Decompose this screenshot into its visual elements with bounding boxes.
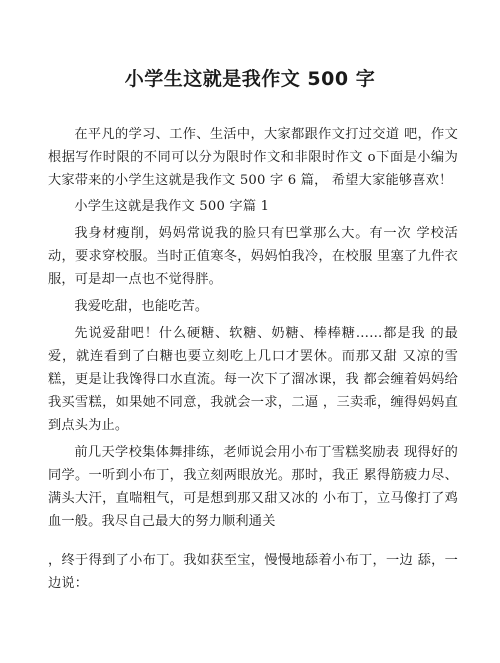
body-paragraph: 我身材瘦削，妈妈常说我的脸只有巴掌那么大。有一次 学校活动，要求穿校服。当时正值寒冬，妈妈怕我冷，在校服 里塞了九件衣服，可是却一点也不觉得胖。 — [48, 226, 458, 287]
body-paragraph: 先说爱甜吧！什么硬糖、软糖、奶糖、棒棒糖……都是我 的最爱，就连看到了白糖也要立刻吃上几口才罢休。而那又甜 又凉的雪糕，更是让我馋得口水直流。每一次下了溜冰课，我 都会缠着妈妈给我买雪糕，如果她不同意，我就会一求，二逼 ，三卖乖，缠得妈妈直到点头为止。 — [48, 326, 458, 433]
document-body — [48, 123, 458, 595]
document-title: 小学生这就是我作文 500 字 — [124, 68, 376, 90]
intro-paragraph: 在平凡的学习、工作、生活中，大家都跟作文打过交道 吧，作文根据写作时限的不同可以分为限时作文和非限时作文 o下面是小编为大家带来的小学生这就是我作文 500 字 6 篇， 希望大家能够喜欢！ — [48, 127, 458, 188]
body-paragraph: 前几天学校集体舞排练，老师说会用小布丁雪糕奖励表 现得好的同学。一听到小布丁，我立刻两眼放光。那时，我正 累得筋疲力尽、满头大汗，直喘粗气，可是想到那又甜又冰的 小布丁，立马像打了鸡血一般。我尽自己最大的努力顺利通关 — [48, 445, 458, 529]
body-paragraph: ，终于得到了小布丁。我如获至宝，慢慢地舔着小布丁，一边 舔，一边说： — [48, 553, 458, 591]
section-heading: 小学生这就是我作文 500 字篇 1 — [74, 199, 270, 214]
body-paragraph: 我爱吃甜，也能吃苦。 — [74, 299, 209, 314]
